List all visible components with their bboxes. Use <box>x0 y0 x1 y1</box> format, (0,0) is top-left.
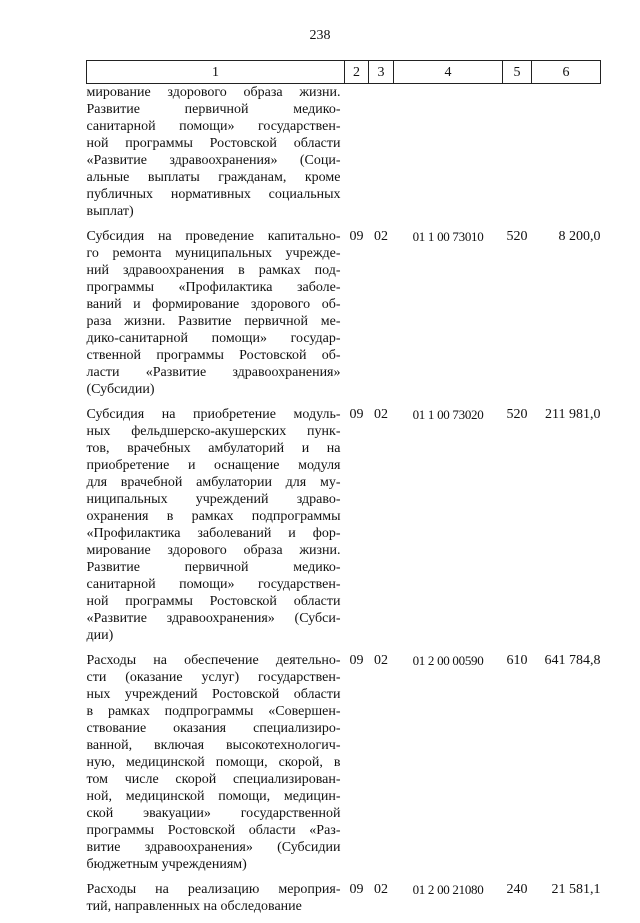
description-line: тов, врачебных амбулаторий и на <box>87 440 341 457</box>
description-line: охранения в рамках подпрограммы <box>87 508 341 525</box>
description-line: приобретение и оснащение модуля <box>87 457 341 474</box>
row-description <box>87 84 345 229</box>
row-section-code: 09 <box>345 406 369 652</box>
description-line: ствование оказания специализиро- <box>87 720 341 737</box>
description-line: Развитие первичной медико- <box>87 101 341 118</box>
row-amount: 8 200,0 <box>532 228 601 406</box>
description-line: ную, медицинской помощи, скорой, в <box>87 754 341 771</box>
row-expense-type: 240 <box>503 881 532 923</box>
row-expense-type: 520 <box>503 228 532 406</box>
row-amount: 211 981,0 <box>532 406 601 652</box>
description-line: бюджетным учреждениям) <box>87 856 341 873</box>
row-subsection-code <box>369 84 394 229</box>
description-line: «Профилактика заболеваний и фор- <box>87 525 341 542</box>
row-expense-type: 520 <box>503 406 532 652</box>
row-amount: 21 581,1 <box>532 881 601 923</box>
description-line: витие здравоохранения» (Субсидии <box>87 839 341 856</box>
description-line: Развитие первичной медико- <box>87 559 341 576</box>
description-line: альные выплаты гражданам, кроме <box>87 169 341 186</box>
description-line: публичных нормативных социальных <box>87 186 341 203</box>
description-line: санитарной помощи» государствен- <box>87 576 341 593</box>
description-line: ной, медицинской помощи, медицин- <box>87 788 341 805</box>
row-section-code <box>345 84 369 229</box>
table-row <box>87 881 601 923</box>
row-target-article: 01 1 00 73020 <box>394 406 503 652</box>
description-line: ний здравоохранения в рамках под- <box>87 262 341 279</box>
description-line: в рамках подпрограммы «Совершен- <box>87 703 341 720</box>
description-line: санитарной помощи» государствен- <box>87 118 341 135</box>
description-line: (Субсидии) <box>87 381 341 398</box>
description-line: ственной программы Ростовской об- <box>87 347 341 364</box>
description-line: го ремонта муниципальных учрежде- <box>87 245 341 262</box>
description-line: «Развитие здравоохранения» (Субси- <box>87 610 341 627</box>
description-line: ваний и формирование здорового об- <box>87 296 341 313</box>
description-line: ской эвакуации» государственной <box>87 805 341 822</box>
row-section-code: 09 <box>345 228 369 406</box>
description-line: ной программы Ростовской области <box>87 135 341 152</box>
column-header-subsection: 3 <box>369 61 394 84</box>
column-header-amount: 6 <box>532 61 601 84</box>
table-row <box>87 406 601 652</box>
budget-table <box>86 60 601 923</box>
description-line: для врачебной амбулатории для му- <box>87 474 341 491</box>
description-line: дии) <box>87 627 341 644</box>
column-header-section: 2 <box>345 61 369 84</box>
description-line: программы Ростовской области «Раз- <box>87 822 341 839</box>
row-expense-type: 610 <box>503 652 532 881</box>
table-row <box>87 84 601 229</box>
description-line: выплат) <box>87 203 341 220</box>
row-description <box>87 881 345 923</box>
row-description <box>87 406 345 652</box>
description-line: ванной, включая высокотехнологич- <box>87 737 341 754</box>
row-amount: 641 784,8 <box>532 652 601 881</box>
table-row <box>87 228 601 406</box>
row-subsection-code: 02 <box>369 652 394 881</box>
description-line: сти (оказание услуг) государствен- <box>87 669 341 686</box>
description-line: ных учреждений Ростовской области <box>87 686 341 703</box>
description-line: тий, направленных на обследование <box>87 898 341 915</box>
description-line: мирование здорового образа жизни. <box>87 542 341 559</box>
table-row <box>87 652 601 881</box>
description-line: «Развитие здравоохранения» (Соци- <box>87 152 341 169</box>
table-body <box>87 84 601 923</box>
row-target-article <box>394 84 503 229</box>
description-line: дико-санитарной помощи» государ- <box>87 330 341 347</box>
row-description <box>87 228 345 406</box>
row-expense-type <box>503 84 532 229</box>
page-number: 238 <box>0 28 640 44</box>
description-line: ласти «Развитие здравоохранения» <box>87 364 341 381</box>
description-line: ной программы Ростовской области <box>87 593 341 610</box>
description-line: ниципальных учреждений здраво- <box>87 491 341 508</box>
description-line: программы «Профилактика заболе- <box>87 279 341 296</box>
column-header-target-article: 4 <box>394 61 503 84</box>
row-amount <box>532 84 601 229</box>
row-subsection-code: 02 <box>369 228 394 406</box>
description-line: том числе скорой специализирован- <box>87 771 341 788</box>
row-target-article: 01 1 00 73010 <box>394 228 503 406</box>
description-line: Расходы на обеспечение деятельно- <box>87 652 341 669</box>
description-line: раза жизни. Развитие первичной ме- <box>87 313 341 330</box>
row-section-code: 09 <box>345 881 369 923</box>
table-header-row <box>87 61 601 84</box>
description-line: ных фельдшерско-акушерских пунк- <box>87 423 341 440</box>
column-header-expense-type: 5 <box>503 61 532 84</box>
description-line: Расходы на реализацию мероприя- <box>87 881 341 898</box>
row-target-article: 01 2 00 00590 <box>394 652 503 881</box>
column-header-description: 1 <box>87 61 345 84</box>
row-target-article: 01 2 00 21080 <box>394 881 503 923</box>
row-subsection-code: 02 <box>369 881 394 923</box>
description-line: мирование здорового образа жизни. <box>87 84 341 101</box>
row-description <box>87 652 345 881</box>
description-line: Субсидия на приобретение модуль- <box>87 406 341 423</box>
description-line: Субсидия на проведение капитально- <box>87 228 341 245</box>
row-subsection-code: 02 <box>369 406 394 652</box>
row-section-code: 09 <box>345 652 369 881</box>
